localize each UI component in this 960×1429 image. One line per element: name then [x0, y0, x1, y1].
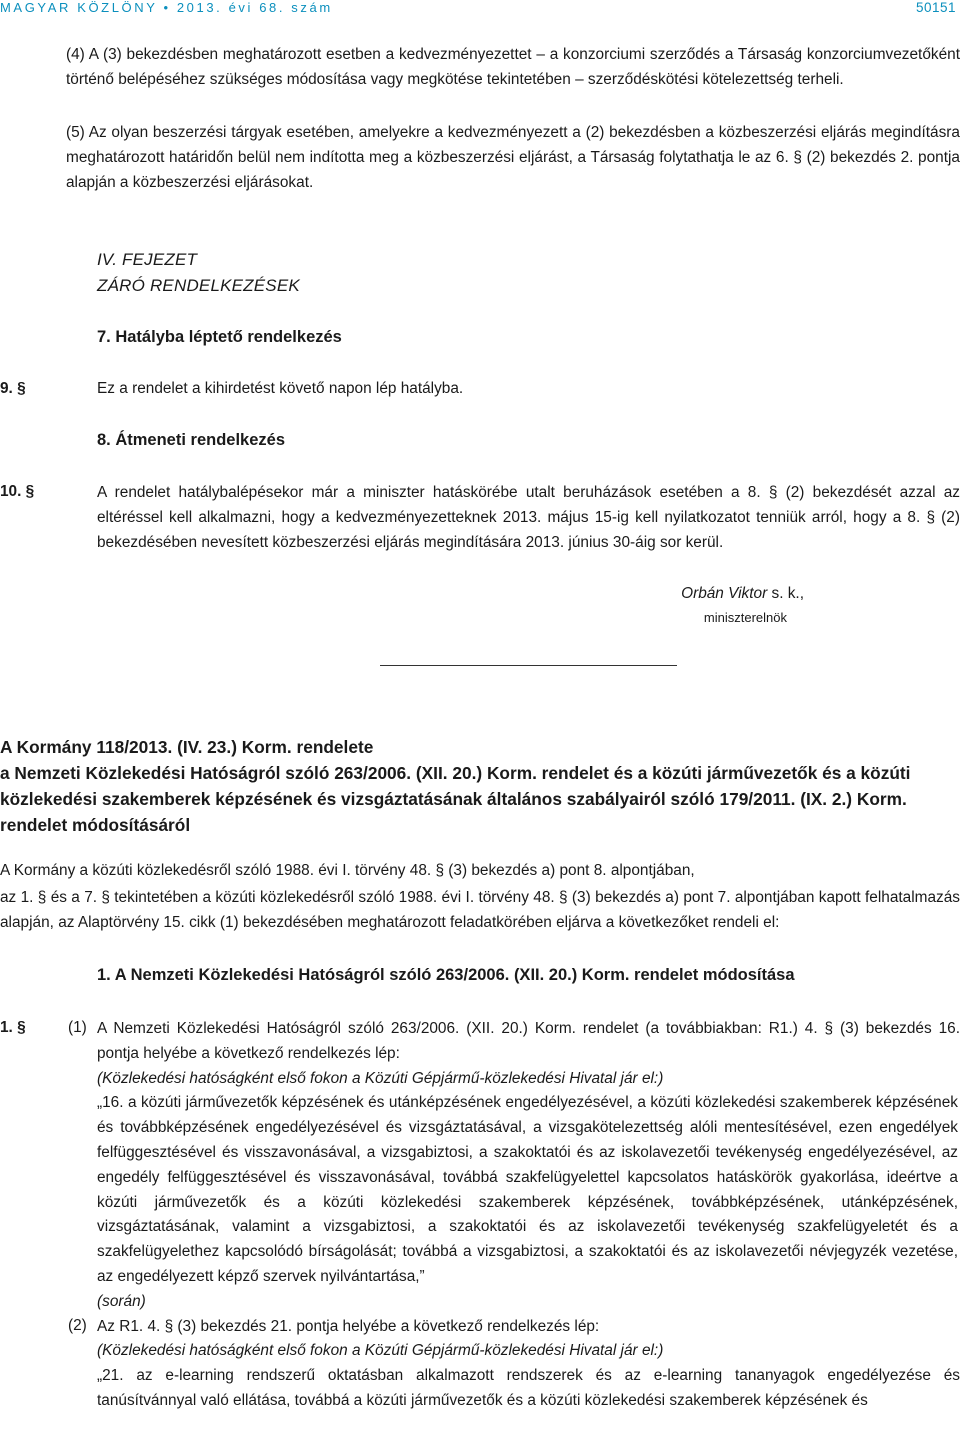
paragraph-4: (4) A (3) bekezdésben meghatározott esetben a kedvezményezettet – a konzorciumi szerződés a Társaság konzorciumvezetőként történő belépéséhez szükséges módosítása vagy megkötése tekintetében – szerződéskötési kötelezettség terheli. [66, 46, 960, 88]
signatory-name: Orbán Viktor [681, 585, 768, 602]
separator-rule [380, 665, 677, 666]
section-text: Ez a rendelet a kihirdetést követő napon lép hatályba. [97, 380, 464, 397]
signature-block [681, 585, 804, 603]
section-number: 10. § [0, 483, 35, 500]
subsection-2 [0, 1315, 960, 1340]
heading-8: 8. Átmeneti rendelkezés [97, 431, 285, 449]
heading-1: 1. A Nemzeti Közlekedési Hatóságról szóló 263/2006. (XII. 20.) Korm. rendelet módosítása [97, 966, 795, 984]
page-header [0, 0, 960, 18]
decree-title-line2: a Nemzeti Közlekedési Hatóságról szóló 263/2006. (XII. 20.) Korm. rendelet és a közúti járművezetők és a közúti közlekedési szakemberek képzésének és vizsgáztatásának általános szabályairól szóló 179/2011. (IX. 2.) Korm. rendelet módosításáról [0, 763, 911, 835]
preamble-line1: A Kormány a közúti közlekedésről szóló 1988. évi I. törvény 48. § (3) bekezdés a) pont 8. alpontjában, [0, 862, 695, 879]
section-10 [0, 481, 960, 555]
subsection-1-text: A Nemzeti Közlekedési Hatóságról szóló 263/2006. (XII. 20.) Korm. rendelet (a továbbiakban: R1.) 4. § (3) bekezdés 16. pontja helyébe a következő rendelkezés lép: [97, 1020, 960, 1062]
chapter-number: IV. FEJEZET [97, 250, 198, 269]
section-number: 1. § [0, 1019, 26, 1036]
journal-title: MAGYAR KÖZLÖNY • 2013. évi 68. szám [0, 0, 333, 15]
signatory-suffix: s. k., [767, 585, 804, 602]
paragraph-5: (5) Az olyan beszerzési tárgyak esetében, amelyekre a kedvezményezett a (2) bekezdésben a közbeszerzési eljárás megindításra meghatározott határidőn belül nem indította meg a közbeszerzési eljárást, a Társaság folytathatja le az 6. § (2) bekezdés 2. pontja alapján a közbeszerzési eljárásokat. [66, 124, 960, 191]
subsection-1-after: (során) [97, 1292, 146, 1310]
subsection-1-quote: „16. a közúti járművezetők képzésének és utánképzésének engedélyezésével, a közúti közlekedési szakemberek képzésének és továbbképzésének engedélyezésével és vizsgáztatásával, a vizsgakötelezettség alóli mentesítésével, ezen engedélyek felfüggesztésével és visszavonásával, a vizsgabiztosi, a szakoktatói és az iskolavezetői tevékenység engedélyezésével, az engedély felfüggesztésével és visszavonásával, továbbá szakfelügyelettel kapcsolatos hatáskörök gyakorlása, ideértve a közúti járművezetők és a közúti közlekedési szakemberek képzésének, továbbképzésének, utánképzésének, vizsgáztatásának, valamint a vizsgabiztosi, a szakoktatói és az iskolavezetői tevékenység szakfelügyeletét és a szakfelügyelethez kapcsolódó bírságolását; továbbá a vizsgabiztosi, a szakoktatói és az iskolavezetői névjegyzék vezetése, az engedélyezett képző szervek nyilvántartása,” [97, 1094, 958, 1285]
page-number: 50151 [915, 0, 956, 15]
subsection-2-quote: „21. az e-learning rendszerű oktatásban alkalmazott rendszerek és az e-learning tananyagok engedélyezése és tanúsítvánnyal való ellátása, továbbá a közúti járművezetők és a közúti közlekedési szakemberek képzésének és [97, 1367, 960, 1409]
subsection-2-label: (2) [68, 1316, 87, 1334]
section-1 [0, 1017, 960, 1414]
subsection-2-text: Az R1. 4. § (3) bekezdés 21. pontja helyébe a következő rendelkezés lép: [97, 1317, 600, 1335]
subsection-1-label: (1) [68, 1019, 87, 1036]
section-text: A rendelet hatálybalépésekor már a miniszter hatáskörébe utalt beruházások esetében a 8. § (2) bekezdését azzal az eltéréssel kell alkalmazni, hogy a kedvezményezetteknek 2013. május 15-ig kell nyilatkozatot tenniük arról, hogy a 8. § (2) bekezdésében nevesített közbeszerzési eljárás megindítására 2013. június 30-áig sor kerül. [97, 484, 960, 551]
heading-7: 7. Hatályba léptető rendelkezés [97, 328, 342, 346]
subsection-1-italic: (Közlekedési hatóságként első fokon a Közúti Gépjármű-közlekedési Hivatal jár el:) [97, 1069, 664, 1087]
signatory-role: miniszterelnök [703, 610, 787, 625]
chapter-title: ZÁRÓ RENDELKEZÉSEK [97, 276, 300, 295]
section-number: 9. § [0, 380, 26, 397]
preamble: az 1. § és a 7. § tekintetében a közúti közlekedésről szóló 1988. évi I. törvény 48. § (3) bekezdés a) pont 7. alpontjában kapott felhatalmazás alapján, az Alaptörvény 15. cikk (1) bekezdésében meghatározott feladatkörében eljárva a következőket rendeli el: [0, 889, 960, 931]
decree-title-line1: A Kormány 118/2013. (IV. 23.) Korm. rendelete [0, 737, 374, 757]
subsection-2-italic: (Közlekedési hatóságként első fokon a Közúti Gépjármű-közlekedési Hivatal jár el:) [97, 1342, 664, 1360]
